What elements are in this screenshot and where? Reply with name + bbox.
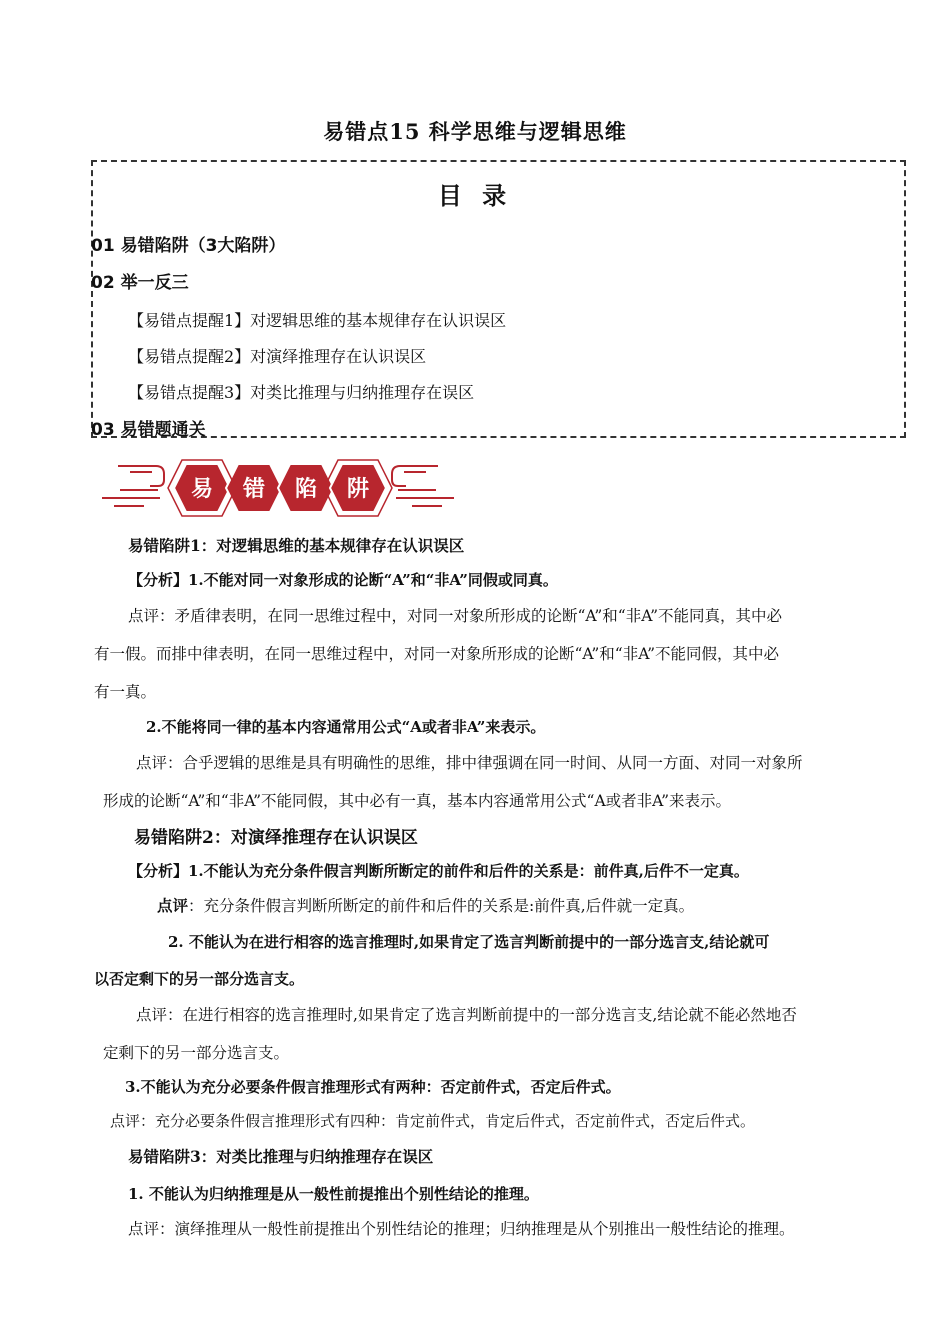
trap2-comment3: 点评：充分必要条件假言推理形式有四种：肯定前件式，肯定后件式，否定前件式，否定后件式。	[110, 1112, 756, 1130]
trap1-comment1-line2: 有一假。而排中律表明，在同一思维过程中，对同一对象所形成的论断“A”和“非A”不能同假，其中必	[94, 645, 780, 663]
banner-char-4: 阱	[346, 477, 370, 502]
banner-right-ornament	[392, 466, 454, 506]
trap2-point3: 3.不能认为充分必要条件假言推理形式有两种：否定前件式，否定后件式。	[125, 1078, 621, 1096]
toc-section-2[interactable]: 02 举一反三	[91, 273, 189, 293]
banner-char-1: 易	[190, 477, 214, 502]
trap1-comment1-line3: 有一真。	[94, 683, 157, 701]
trap1-analysis: 【分析】1.不能对同一对象形成的论断“A”和“非A”同假或同真。	[128, 571, 558, 589]
toc-section-1[interactable]: 01 易错陷阱（3大陷阱）	[91, 236, 286, 256]
trap2-comment1	[157, 894, 694, 916]
trap3-heading: 易错陷阱3：对类比推理与归纳推理存在误区	[128, 1147, 434, 1166]
toc-item-1[interactable]: 【易错点提醒1】对逻辑思维的基本规律存在认识误区	[128, 311, 507, 330]
trap1-heading: 易错陷阱1：对逻辑思维的基本规律存在认识误区	[128, 536, 465, 555]
page-title: 易错点15 科学思维与逻辑思维	[323, 119, 627, 144]
trap2-heading: 易错陷阱2：对演绎推理存在认识误区	[134, 828, 418, 848]
trap1-comment1-line1: 点评：矛盾律表明，在同一思维过程中，对同一对象所形成的论断“A”和“非A”不能同真，其中必	[128, 607, 783, 625]
toc-item-3[interactable]: 【易错点提醒3】对类比推理与归纳推理存在误区	[128, 383, 475, 402]
trap1-point2: 2.不能将同一律的基本内容通常用公式“A或者非A”来表示。	[146, 718, 546, 736]
toc-heading: 目 录	[437, 182, 513, 210]
trap2-comment2-line2: 定剩下的另一部分选言支。	[103, 1044, 290, 1062]
trap1-comment2-line1: 点评：合乎逻辑的思维是具有明确性的思维，排中律强调在同一时间、从同一方面、对同一对象所	[136, 754, 803, 772]
trap2-point2-line1: 2. 不能认为在进行相容的选言推理时,如果肯定了选言判断前提中的一部分选言支,结论就可	[168, 933, 770, 951]
trap3-point1: 1. 不能认为归纳推理是从一般性前提推出个别性结论的推理。	[128, 1185, 539, 1203]
banner-left-ornament	[102, 466, 164, 506]
trap1-comment2-line2: 形成的论断“A”和“非A”不能同假，其中必有一真，基本内容通常用公式“A或者非A”来表示。	[103, 792, 731, 810]
trap3-comment1: 点评：演绎推理从一般性前提推出个别性结论的推理；归纳推理是从个别推出一般性结论的推理。	[128, 1220, 795, 1238]
toc-section-3[interactable]: 03 易错题通关	[91, 420, 206, 440]
banner-char-3: 陷	[294, 477, 318, 502]
trap2-comment1-label: 点评	[157, 896, 189, 915]
trap2-comment2-line1: 点评：在进行相容的选言推理时,如果肯定了选言判断前提中的一部分选言支,结论就不能必然地否	[136, 1006, 797, 1024]
trap2-comment1-text: ：充分条件假言判断所断定的前件和后件的关系是:前件真,后件就一定真。	[188, 897, 695, 915]
trap2-analysis: 【分析】1.不能认为充分条件假言判断所断定的前件和后件的关系是：前件真,后件不一定真。	[128, 862, 749, 880]
section-banner	[100, 456, 456, 520]
toc-item-2[interactable]: 【易错点提醒2】对演绎推理存在认识误区	[128, 347, 427, 366]
trap2-point2-line2: 以否定剩下的另一部分选言支。	[94, 970, 305, 988]
banner-char-2: 错	[242, 477, 266, 502]
